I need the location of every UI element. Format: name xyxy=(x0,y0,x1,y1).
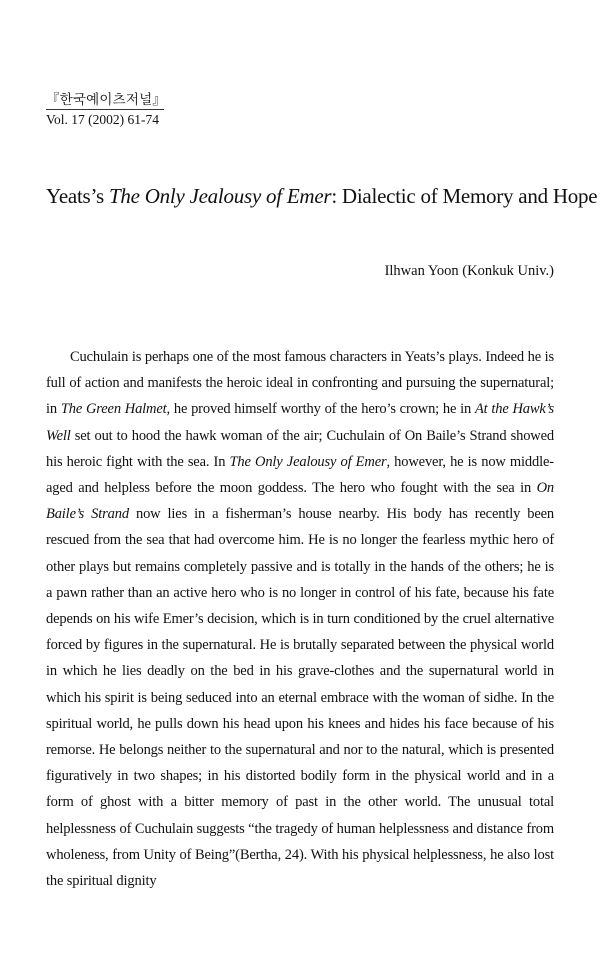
title-prefix: Yeats’s xyxy=(46,184,109,208)
work-title-only-jealousy: The Only Jealousy of Emer xyxy=(229,453,387,470)
journal-name: 『한국예이츠저널』 xyxy=(46,92,164,110)
work-title-green-halmet: The Green Halmet xyxy=(60,401,167,418)
journal-header xyxy=(46,92,167,128)
body-text-2: , he proved himself worthy of the hero’s crown; he in xyxy=(166,401,475,418)
work-title-hawks-well: At the Hawk’s Well xyxy=(46,401,554,444)
paper-title xyxy=(46,183,598,209)
body-paragraph xyxy=(46,344,554,894)
body-text-5: now lies in a fisherman’s house nearby. His body has recently been rescued from the sea that had overcome him. He is no longer the fearless mythic hero of other plays but remains completely passive and is totally in the hands of the others; he is a pawn rather than an active hero who is no longer in control of his fate, because his fate depends on his wife Emer’s decision, which is in turn conditioned by the cruel alternative forced by figures in the supernatural. He is brutally separated between the physical world in which he lies deadly on the bed in his grave-clothes and the supernatural world in which his spirit is being seduced into an eternal embrace with the woman of sidhe. In the spiritual world, he pulls down his head upon his knees and hides his face because of his remorse. He belongs neither to the supernatural and nor to the natural, which is presented figuratively in two shapes; in his distorted bodily form in the physical world and in a form of ghost with a bitter memory of past in the other world. The unusual total helplessness of Cuchulain suggests “the tragedy of human helplessness and distance from wholeness, from Unity of Being”(Bertha, 24). With his physical helplessness, he also lost the spiritual dignity xyxy=(46,506,554,890)
work-title-bailes-strand: On Baile’s Strand xyxy=(46,480,554,523)
author-line: Ilhwan Yoon (Konkuk Univ.) xyxy=(384,263,554,279)
title-suffix: : Dialectic of Memory and Hope xyxy=(331,184,598,208)
body-text-4: , however, he is now middle-aged and helpless before the moon goddess. The hero who fought with the sea in xyxy=(46,453,554,497)
volume-info: Vol. 17 (2002) 61-74 xyxy=(46,112,159,127)
title-italic: The Only Jealousy of Emer xyxy=(108,184,332,208)
body-text-3: set out to hood the hawk woman of the air; Cuchulain of On Baile’s Strand showed his heroic fight with the sea. In xyxy=(46,427,554,470)
body-text-1: Cuchulain is perhaps one of the most famous characters in Yeats’s plays. Indeed he is full of action and manifests the heroic ideal in confronting and pursuing the supernatural; in xyxy=(46,349,554,418)
